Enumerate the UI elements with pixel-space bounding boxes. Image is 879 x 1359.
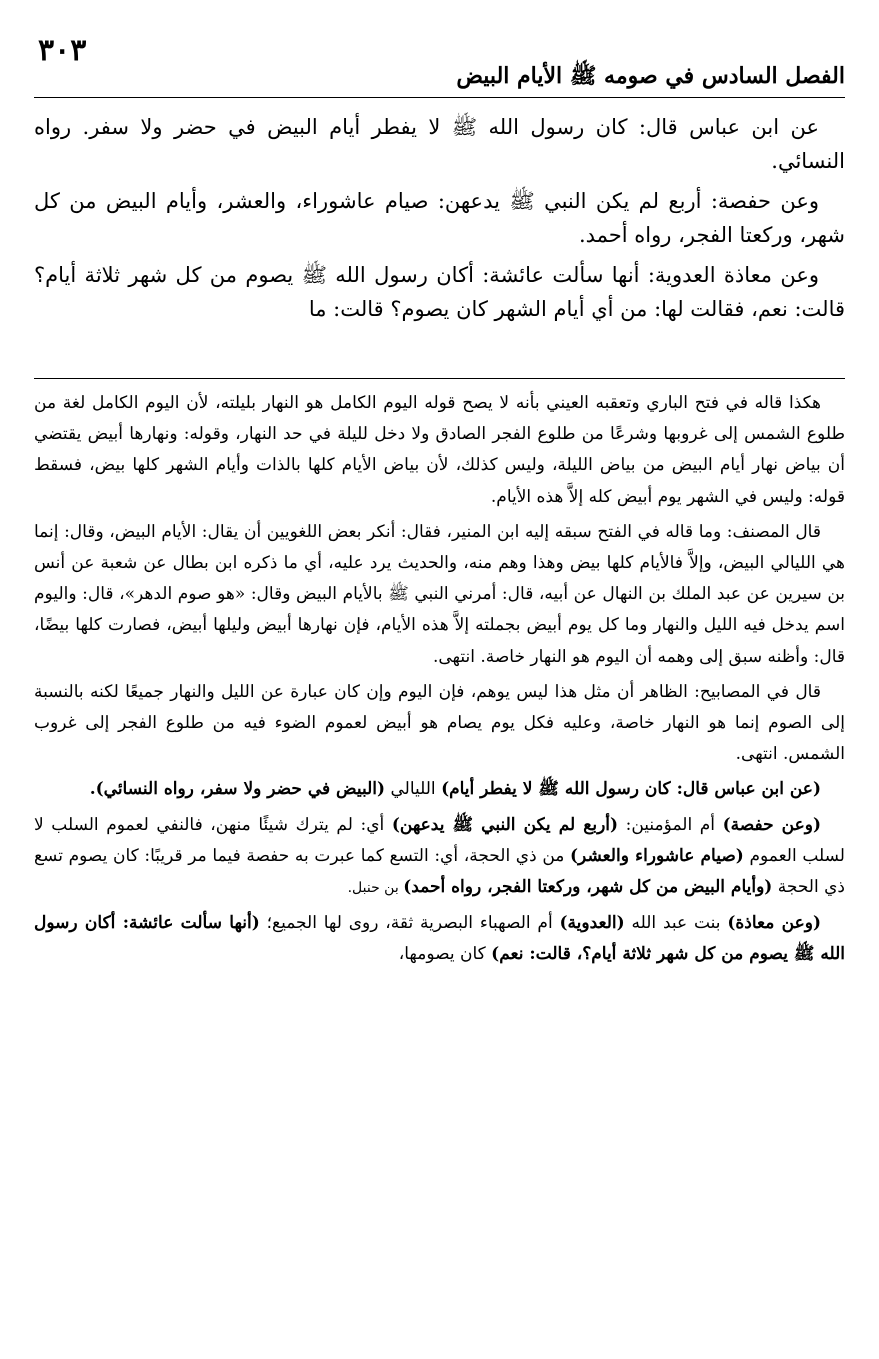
quoted-matn: (صيام عاشوراء والعشر): [570, 845, 744, 866]
explanation-text: أي: لم يترك شيئًا منهن، فالنفي لعموم السلب لا لسلب العموم: [34, 814, 845, 866]
commentary-paragraph: [34, 908, 845, 970]
quoted-matn: (وأيام البيض من كل شهر، وركعتا الفجر، رواه أحمد): [403, 877, 773, 898]
commentary: [34, 388, 845, 975]
commentary-paragraph: قال المصنف: وما قاله في الفتح سبقه إليه ابن المنير، فقال: أنكر بعض اللغويين أن يقال: الأيام البيض، وقال: إنما هي الليالي البيض، وإلاَّ فالأيام كلها بيض وهذا وهم منه، والحديث يرد عليه، أي ما ذكره ابن بطال عن شعبة عن أنس بن سيرين عن عبد الملك بن النهال عن أبيه، قال: أمرني النبي ﷺ بالأيام البيض وقال: «هو صوم الدهر»، قال: واليوم اسم يدخل فيه الليل والنهار وما كل يوم أبيض بجملته إلاَّ هذه الأيام، فإن نهارها أبيض وليلها أبيض، فصارت كلها بيضًا، قال: وأظنه سبق إلى وهمه أن اليوم هو النهار خاصة. انتهى.: [34, 521, 845, 667]
quoted-matn: (أنها سألت عائشة: أكان رسول الله ﷺ يصوم من كل شهر ثلاثة أيام؟، قالت: نعم): [34, 913, 845, 965]
explanation-text: من ذي الحجة، أي: التسع كما عبرت به حفصة فيما مر قريبًا: كان يصوم تسع ذي الحجة: [34, 845, 845, 898]
explanation-text: بنت عبد الله: [624, 913, 728, 934]
explanation-text: أم الصهباء البصرية ثقة، روى لها الجميع؛: [259, 913, 560, 934]
hadith-hafsa: وعن حفصة: أربع لم يكن النبي ﷺ يدعهن: صيام عاشوراء، والعشر، وأيام البيض من كل شهر، وركعتا الفجر، رواه أحمد.: [34, 189, 845, 247]
quoted-matn: (البيض في حضر ولا سفر، رواه النسائي).: [89, 779, 386, 800]
explanation-text: بن حنبل.: [347, 880, 404, 897]
explanation-text: كان يصومها،: [398, 944, 492, 965]
quoted-matn: (العدوية): [559, 913, 625, 934]
hadith-ibn-abbas: عن ابن عباس قال: كان رسول الله ﷺ لا يفطر أيام البيض في حضر ولا سفر. رواه النسائي.: [34, 115, 845, 173]
commentary-paragraph: هكذا قاله في فتح الباري وتعقبه العيني بأنه لا يصح قوله اليوم الكامل هو النهار بليلته، لأن اليوم الكامل لغة من طلوع الشمس إلى غروبها وشرعًا من طلوع الفجر الصادق ولا دخل لليلة في حد النهار، وقوله: ونهارها أبيض يقتضي أن بياض نهار أيام البيض من بياض الليلة، وليس كذلك، لأن بياض الأيام كلها بالذات وأيام الشهر كلها بيض، فسقط قوله: وليس في الشهر يوم أبيض كله إلاَّ هذه الأيام.: [34, 393, 845, 507]
running-title: الفصل السادس في صومه ﷺ الأيام البيض: [456, 63, 845, 89]
commentary-paragraph: [34, 810, 845, 905]
hadith-muadha: وعن معاذة العدوية: أنها سألت عائشة: أكان رسول الله ﷺ يصوم من كل شهر ثلاثة أيام؟ قالت: نعم، فقالت لها: من أي أيام الشهر كان يصوم؟ قالت: ما: [34, 263, 845, 321]
header-rule: [34, 97, 845, 98]
commentary-divider: [34, 378, 845, 379]
explanation-text: الليالي: [385, 779, 442, 800]
hadith-text: [34, 110, 845, 332]
quoted-matn: (وعن حفصة): [722, 814, 822, 835]
commentary-paragraph: [34, 774, 845, 805]
quoted-matn: (أربع لم يكن النبي ﷺ يدعهن): [391, 814, 619, 835]
commentary-paragraph: قال في المصابيح: الظاهر أن مثل هذا ليس يوهم، فإن اليوم وإن كان عبارة عن الليل والنهار جميعًا لكنه بالنسبة إلى الصوم إنما هو النهار خاصة، وعليه فكل يوم يصام هو أبيض لعموم الضوء فيه من طلوع الفجر إلى غروب الشمس. انتهى.: [34, 681, 845, 765]
page-number: ٣٠٣: [38, 33, 87, 68]
quoted-matn: (عن ابن عباس قال: كان رسول الله ﷺ لا يفطر أيام): [441, 779, 821, 800]
quoted-matn: (وعن معاذة): [727, 913, 822, 934]
explanation-text: أم المؤمنين:: [618, 814, 723, 835]
